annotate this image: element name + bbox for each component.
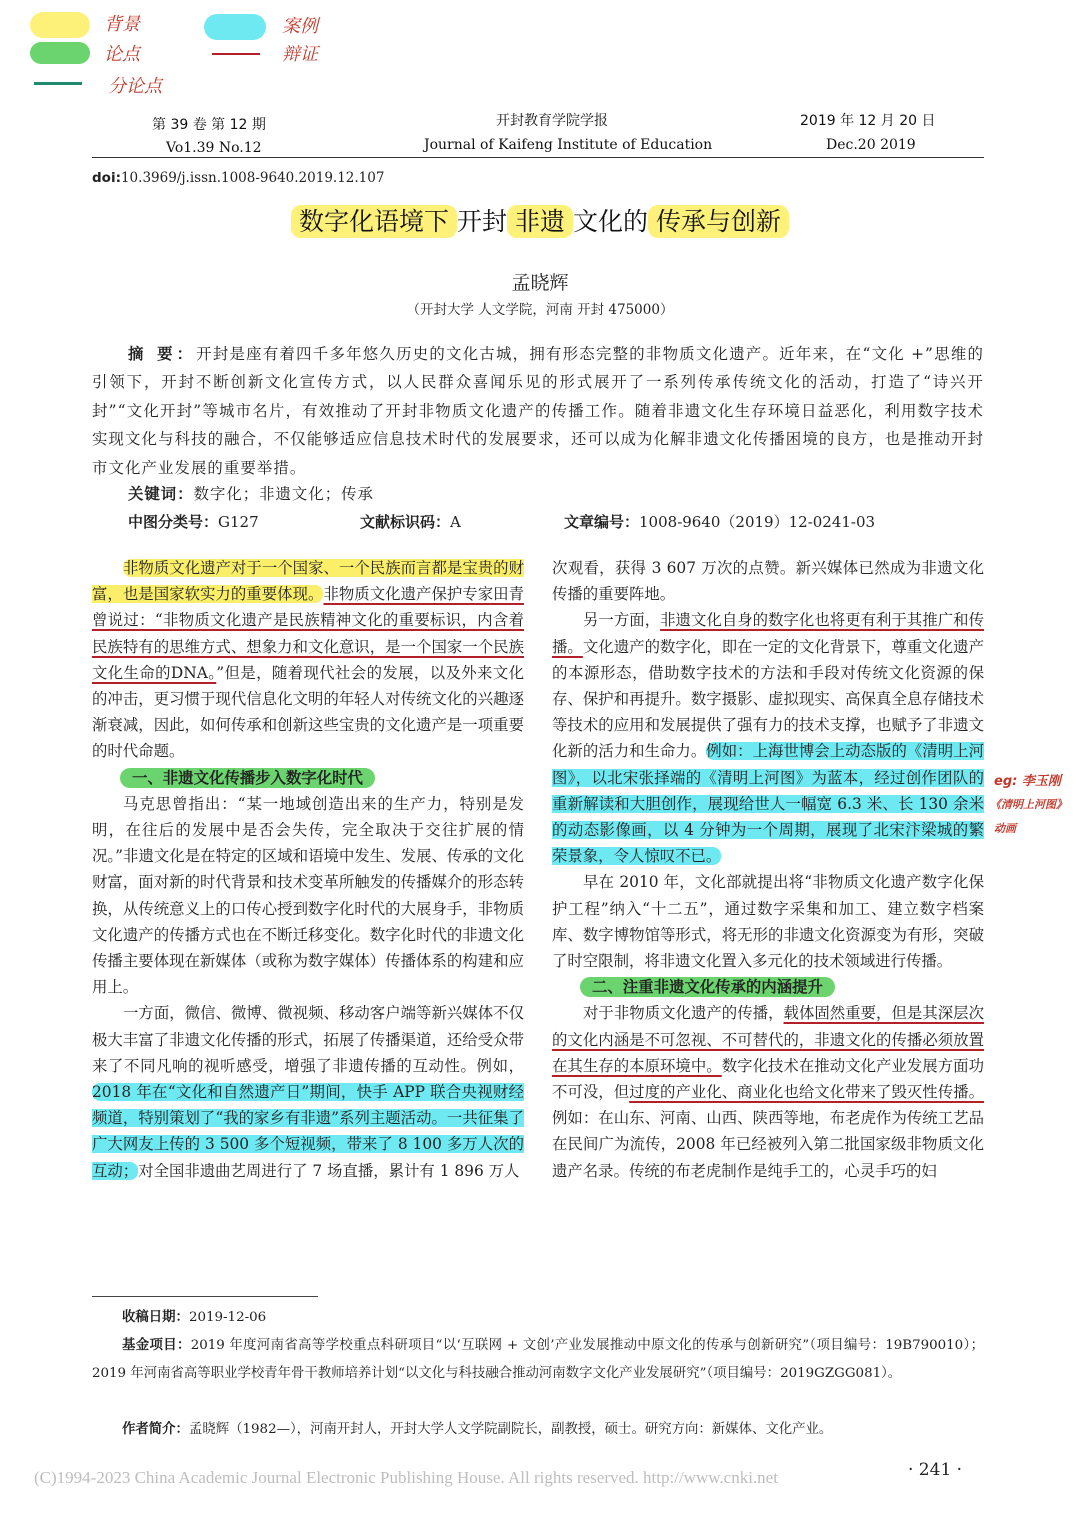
p4-pre: 对于非物质文化遗产的传播， [583, 1004, 784, 1023]
intro-paragraph [92, 555, 524, 765]
p2-pre: 另一方面， [583, 611, 661, 630]
article-number [564, 511, 875, 532]
journal-cn: 开封教育学院学报 [496, 113, 608, 129]
title-part-5: 传承与创新 [648, 205, 789, 238]
article-value: 1008-9640（2019）12-0241-03 [639, 513, 876, 531]
section-1-paragraph-1: 马克思曾指出：“某一地域创造出来的生产力，特别是发明，在往后的发展中是否会失传，完全取决于交往扩展的情况。”非遗文化是在特定的区域和语境中发生、发展、传承的文化财富，面对新的时代背景和技术变革所触发的传播媒介的形态转换，从传统意义上的口传心授到数字化时代的大展身手，非物质文化遗产的传播方式也在不断迁移变化。数字化时代的非遗文化传播主要体现在新媒体（或称为数字媒体）传播体系的构建和应用上。 [92, 794, 524, 997]
p2-mid: 文化遗产的数字化，即在一定的文化背景下，尊重文化遗产的本源形态，借助数字技术的方法和手段对传统文化资源的保存、保护和再提升。数字摄影、虚拟现实、高保真全息存储技术等技术的应用和发展提供了强有力的技术支撑，也赋予了非遗文化新的活力和生命力。 [552, 637, 984, 761]
legend-underline-swatch [212, 53, 260, 55]
received-value: 2019-12-06 [188, 1310, 267, 1325]
legend-green-swatch [30, 42, 90, 64]
received-label: 收稿日期： [122, 1310, 189, 1325]
doc-value: A [450, 513, 461, 531]
legend-yellow-swatch [30, 12, 90, 38]
doc-code [360, 511, 461, 532]
journal-en: Journal of Kaifeng Institute of Education [424, 137, 713, 153]
margin-note-line-1: eg: 李玉刚 [994, 774, 1061, 789]
intro-quote-underline: 非物质文化遗产保护专家田青曾说过：“非物质文化遗产是民族精神文化的重要标识，内含着民族特有的思维方式、想象力和文化意识，是一个国家一个民族文化生命的DNA。 [92, 585, 524, 682]
author-bio-text: 孟晓辉（1982—），河南开封人，开封大学人文学院副院长，副教授，硕士。研究方向：新媒体、文化产业。 [188, 1422, 833, 1437]
keywords [128, 482, 374, 504]
date-en: Dec.20 2019 [826, 137, 916, 153]
date-cn: 2019 年 12 月 20 日 [800, 113, 936, 129]
section-2-title: 二、注重非遗文化传承的内涵提升 [580, 977, 835, 997]
author-bio [92, 1416, 1014, 1444]
author-bio-label: 作者简介： [122, 1422, 189, 1437]
intro-rest: ”但是，随着现代社会的发展，以及外来文化的冲击，更习惯于现代信息化文明的年轻人对传统文化的兴趣逐渐衰减，因此，如何传承和创新这些宝贵的文化遗产是一项重要的时代命题。 [92, 663, 524, 761]
keywords-label: 关键词： [128, 485, 194, 503]
volume-en: Vo1.39 No.12 [166, 140, 262, 156]
clc-label: 中图分类号： [128, 513, 219, 531]
title-part-3: 非遗 [507, 205, 573, 238]
received-date [92, 1304, 1014, 1332]
abstract-text: 开封是座有着四千多年悠久历史的文化古城，拥有形态完整的非物质文化遗产。近年来，在“文化 +”思维的引领下，开封不断创新文化宣传方式，以人民群众喜闻乐见的形式展开了一系列传承传统文化的活动，打造了“诗兴开封”“文化开封”等城市名片，有效推动了开封非物质文化遗产的传播工作。随着非遗文化生存环境日益恶化，利用数字技术实现文化与科技的融合，不仅能够适应信息技术时代的发展要求，还可以成为化解非遗文化传播困境的良方，也是推动开封市文化产业发展的重要举措。 [92, 345, 984, 477]
right-paragraph-2 [552, 607, 984, 869]
keywords-text: 数字化；非遗文化；传承 [193, 485, 374, 503]
page-number: · 241 · [908, 1460, 963, 1480]
doi-value: 10.3969/j.issn.1008-9640.2019.12.107 [120, 170, 385, 186]
paragraph-2-text: 一方面，微信、微博、微视频、移动客户端等新兴媒体不仅极大丰富了非遗文化传播的形式，拓展了传播渠道，还给受众带来了不同凡响的视听感受，增强了非遗传播的互动性。例如， [92, 1004, 524, 1075]
legend-green-label: 论点 [104, 44, 140, 65]
left-column [92, 555, 524, 1184]
right-continued-paragraph: 次观看，获得 3 607 万次的点赞。新兴媒体已然成为非遗文化传播的重要阵地。 [552, 559, 984, 604]
carrier-underline: 载体固然重要，但是其深层次的文化内涵是不可忽视、不可替代的，非遗文化的传播必须放置在其生存的本原环境中。 [552, 1004, 984, 1075]
kuaishou-example-highlight: 2018 年在“文化和自然遗产日”期间，快手 APP 联合央视财经频道，特别策划了“我的家乡有非遗”系列主题活动。一共征集了广大网友上传的 3 500 多个短视频，带来了 8 100 多万人次的互动； [92, 1083, 524, 1180]
section-1-title: 一、非遗文化传播步入数字化时代 [120, 768, 375, 788]
commercialization-underline: 过度的产业化、商业化也给文化带来了毁灭性传播。 [629, 1083, 984, 1102]
article-label: 文章编号： [564, 513, 640, 531]
qingming-example-highlight: 例如：上海世博会上动态版的《清明上河图》，以北宋张择端的《清明上河图》为蓝本，经过创作团队的重新解读和大胆创作，展现给世人一幅宽 6.3 米、长 130 余米的动态影像画，以 4 分钟为一个周期，展现了北宋汴梁城的繁荣景象，令人惊叹不已。 [552, 742, 984, 866]
section-1-paragraph-2 [92, 1000, 524, 1183]
abstract [92, 340, 984, 482]
legend-underline-label: 辩证 [282, 44, 318, 65]
paragraph-2-rest: 对全国非遗曲艺周进行了 7 场直播，累计有 1 896 万人 [138, 1161, 520, 1180]
title-part-1: 数字化语境下 [291, 205, 457, 238]
right-column [552, 555, 984, 1184]
header-rule [92, 157, 984, 158]
intro-highlight: 非物质文化遗产对于一个国家、一个民族而言都是宝贵的财富，也是国家软实力的重要体现。 [92, 559, 524, 604]
legend-line-swatch [34, 82, 82, 85]
right-paragraph-3: 早在 2010 年，文化部就提出将“非物质文化遗产数字化保护工程”纳入“十二五”，通过数字采集和加工、建立数字档案库、数字博物馆等形式，将无形的非遗文化资源变为有形，突破了时空限制，将非遗文化置入多元化的技术领域进行传播。 [552, 873, 984, 971]
volume-cn: 第 39 卷 第 12 期 [152, 117, 266, 133]
copyright-watermark: (C)1994-2023 China Academic Journal Electronic Publishing House. All rights reserved. http://www.cnki.net [34, 1468, 778, 1487]
footnote-rule [92, 1296, 318, 1297]
title-part-2: 开封 [456, 207, 507, 236]
p4-mid: 数字化技术在推动文化产业发展方面功不可没，但 [552, 1056, 984, 1102]
digitization-underline: 非遗文化自身的数字化也将更有利于其推广和传播。 [552, 611, 984, 656]
fund-label: 基金项目： [122, 1338, 191, 1353]
doi [92, 170, 384, 186]
legend-cyan-swatch [204, 14, 266, 40]
clc-number [128, 511, 259, 532]
right-paragraph-4 [552, 1000, 984, 1183]
title-part-4: 文化的 [573, 207, 649, 236]
section-2-heading [552, 974, 984, 1000]
fund-note [92, 1332, 984, 1388]
doi-label: doi: [92, 170, 121, 186]
author-name: 孟晓辉 [511, 272, 569, 294]
abstract-label: 摘 要： [128, 345, 197, 363]
clc-value: G127 [218, 513, 259, 531]
section-1-heading [92, 765, 524, 791]
legend-cyan-label: 案例 [282, 16, 318, 37]
legend-line-label: 分论点 [108, 76, 162, 97]
legend-yellow-label: 背景 [104, 14, 140, 35]
fund-text: 2019 年度河南省高等学校重点科研项目“以‘互联网 + 文创’产业发展推动中原文化的传承与创新研究”（项目编号：19B790010）；2019 年河南省高等职业学校青年骨干教师培养计划“以文化与科技融合推动河南数字文化产业发展研究”（项目编号：2019GZGG081）。 [92, 1338, 984, 1381]
doc-label: 文献标识码： [360, 513, 451, 531]
margin-note-line-2: 《清明上河图》 [990, 798, 1067, 811]
margin-note-line-3: 动画 [994, 822, 1016, 835]
affiliation: （开封大学 人文学院，河南 开封 475000） [406, 302, 674, 318]
paper-title [0, 202, 1080, 238]
p4-rest: 例如：在山东、河南、山西、陕西等地，布老虎作为传统工艺品在民间广为流传，2008 年已经被列入第二批国家级非物质文化遗产名录。传统的布老虎制作是纯手工的，心灵手巧的妇 [552, 1109, 984, 1180]
